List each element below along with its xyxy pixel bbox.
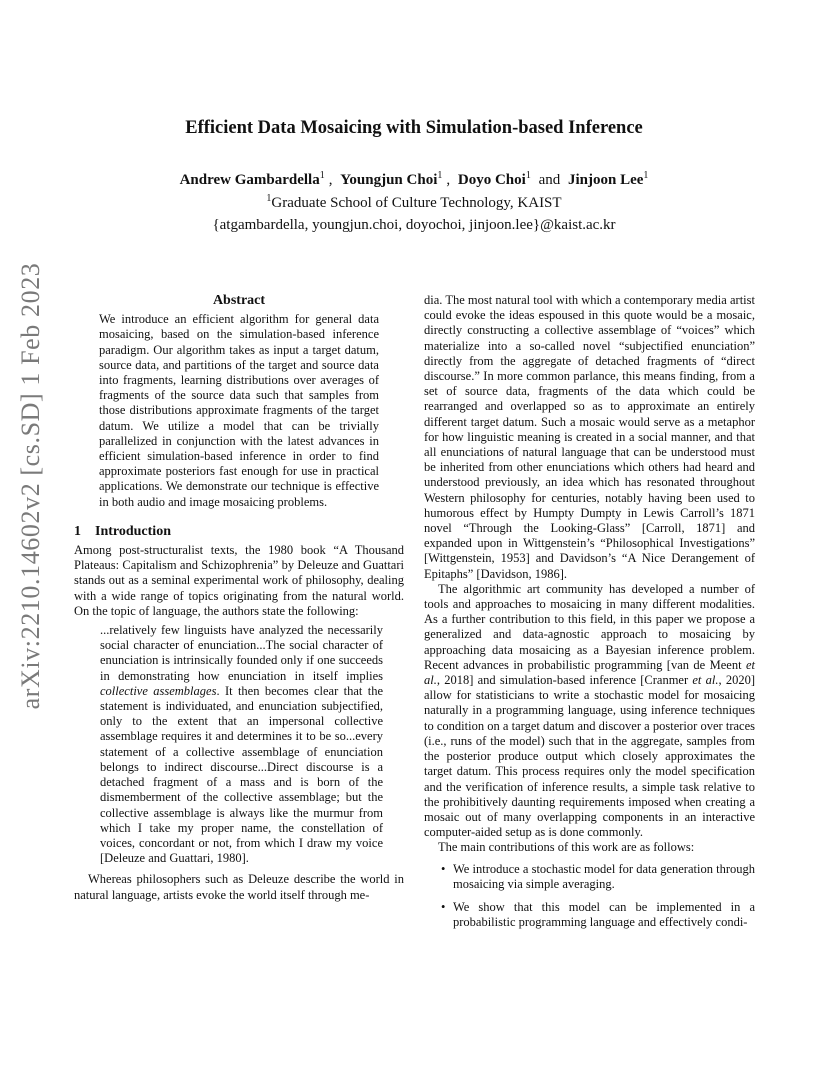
affiliation — [0, 195, 828, 212]
abstract-body: We introduce an efficient algorithm for general data mosaicing, based on the simulation-based inference paradigm. Our algorithm takes as input a target datum, source data, and partitions of the target and source data into fragments, learning distributions over averages of fragments of the source data such that samples from those distributions approximate fragments of the target datum. We utilize a model that can be trivially parallelized in conjunction with the latest advances in efficient simulation-based inference in order to find approximate posteriors fast enough for use in practical applications. We demonstrate our technique is effective in both audio and image mosaicing problems. — [99, 312, 379, 509]
author-affiliation-mark: 1 — [525, 170, 531, 181]
author-list — [0, 172, 828, 189]
intro-paragraph — [424, 582, 755, 840]
author-conjunction: and — [538, 172, 561, 188]
intro-paragraph: dia. The most natural tool with which a contemporary media artist could evoke the ideas espoused in this quote would be a mosaic, directly constructing a collective assemblage of “voices” which materialize into a so-called novel “subjectified enunciation” directly from the aggregate of detached fragments of “direct discourse.” In more common parlance, this means finding, from a set of source data, fragments of the data which could be rearranged and overlapped so as to approximate an entirely different target datum. Such a mosaic would serve as a metaphor for how linguistic meaning is created in a social manner, and that all enunciations of natural language that can be understood must be inherited from other enunciations which others had heard and understood previously, an idea which has resonated throughout Western philosophy for centuries, notably having been used to humorous effect by Humpty Dumpty in Lewis Carroll’s 1871 novel “Through the Looking-Glass” [Carroll, 1871] and expanded upon in Wittgenstein’s “Philosophical Investigations” [Wittgenstein, 1953] and Davidson’s “A Nice Derangement of Epitaphs” [Davidson, 1986]. — [424, 293, 755, 581]
quote-text: ...relatively few linguists have analyzed the necessarily social character of enunciation...The social character of enunciation is intrinsically founded only if one succeeds in demonstrating how enunciation in itself implies — [100, 623, 383, 683]
affiliation-mark: 1 — [266, 193, 272, 204]
author-name: Doyo Choi — [457, 172, 526, 188]
section-title-text: Introduction — [95, 523, 171, 539]
list-item-text: We introduce a stochastic model for data generation through mosaicing via simple averaging. — [453, 861, 755, 891]
affiliation-text: Graduate School of Culture Technology, KAIST — [271, 195, 562, 211]
abstract-heading: Abstract — [212, 293, 266, 308]
arxiv-identifier-stamp — [12, 262, 50, 710]
paper-title: Efficient Data Mosaicing with Simulation-based Inference — [185, 118, 643, 138]
author-separator: , — [328, 172, 333, 188]
intro-paragraph: Among post-structuralist texts, the 1980 book “A Thousand Plateaus: Capitalism and Schizophrenia” by Deleuze and Guattari stands out as a seminal experimental work of philosophy, dealing with a wide range of topics originating from the natural world. On the topic of language, the authors state the following: — [74, 543, 404, 618]
intro-paragraph: Whereas philosophers such as Deleuze describe the world in natural language, artists evoke the world itself through me- — [74, 872, 404, 902]
quote-emphasis: collective assemblages — [100, 683, 217, 698]
section-heading — [74, 524, 404, 539]
author-affiliation-mark: 1 — [643, 170, 649, 181]
author-separator: , — [446, 172, 451, 188]
intro-paragraph: The main contributions of this work are as follows: — [438, 840, 695, 855]
author-affiliation-mark: 1 — [319, 170, 325, 181]
bullet-icon: • — [441, 861, 446, 876]
list-item-text: We show that this model can be implemented in a probabilistic programming language and effectively condi- — [453, 899, 755, 930]
bullet-icon: • — [441, 899, 446, 914]
paragraph-text: The algorithmic art community has developed a number of tools and approaches to mosaicing in many different modalities. As a further contribution to this field, in this paper we propose a generalized and data-agnostic approach to mosaicing by approaching data mosaicing as a Bayesian inference problem. Recent advances in probabilistic programming [van de Meent — [424, 581, 755, 672]
block-quote — [100, 623, 383, 866]
list-item — [424, 900, 755, 930]
quote-text: . It then becomes clear that the statement is individuated, and enunciation subjectified, only to the extent that an impersonal collective assemblage requires it and determines it to be so...every statement of a collective assemblage of enunciation belongs to indirect discourse...Direct discourse is a detached fragment of a mass and is born of the dismemberment of the collective assemblage; but the collective assemblage is always like the murmur from which I take my proper name, the constellation of voices, concordant or not, from which I draw my voice [Deleuze and Guattari, 1980]. — [100, 683, 383, 866]
author-name: Andrew Gambardella — [179, 172, 320, 188]
arxiv-identifier-text: arXiv:2210.14602v2 [cs.SD] 1 Feb 2023 — [16, 262, 45, 710]
section-number: 1 — [74, 523, 81, 539]
author-emails: {atgambardella, youngjun.choi, doyochoi, jinjoon.lee}@kaist.ac.kr — [212, 217, 616, 233]
author-affiliation-mark: 1 — [437, 170, 443, 181]
contributions-list — [424, 862, 755, 931]
paragraph-text: , 2018] and simulation-based inference [Cranmer — [436, 673, 693, 688]
paragraph-text: , 2020] allow for statisticians to write a stochastic model for mosaicing naturally in a programming language, using inference techniques to condition on a target datum and discover a posterior over traces (i.e., runs of the model) such that in the aggregate, samples from the posterior produce output which closely approximates the target datum. This process requires only the model specification and the verification of inference results, a simple task relative to the prohibitively daunting requirements imposed when creating a mosaic out of many overlapping components in an interactive computer-aided setup as is done commonly. — [424, 673, 756, 840]
citation-emphasis: et al. — [692, 673, 719, 688]
list-item — [424, 862, 755, 892]
right-column — [424, 293, 755, 938]
author-name: Jinjoon Lee — [567, 172, 644, 188]
citation-emphasis: et al. — [424, 657, 755, 688]
left-column — [74, 293, 404, 903]
author-name: Youngjun Choi — [340, 172, 438, 188]
